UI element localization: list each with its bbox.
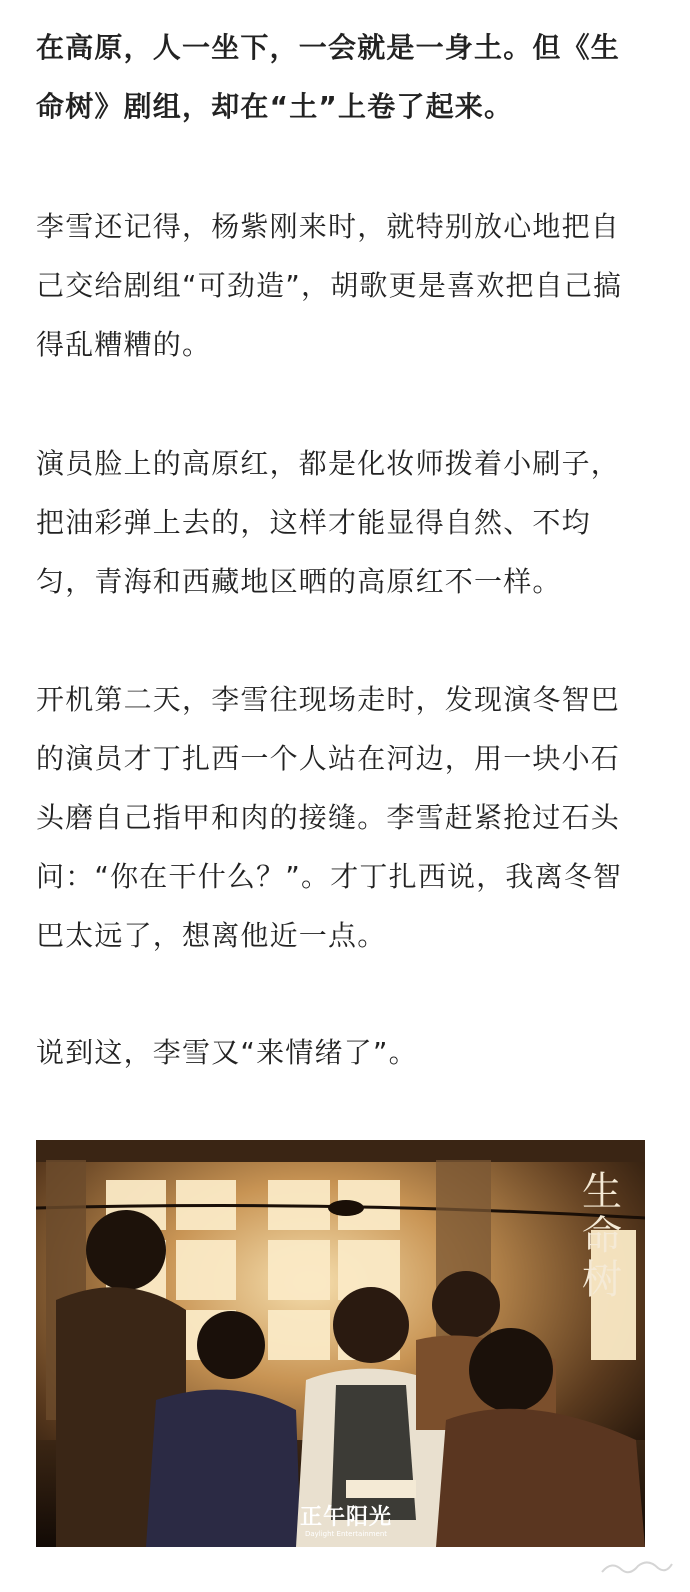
paragraph-4: 开机第二天，李雪往现场走时，发现演冬智巴的演员才丁扎西一个人站在河边，用一块小石头磨自己指甲和肉的接缝。李雪赶紧抢过石头问：“你在干什么？”。才丁扎西说，我离冬智巴太远了，想离他近一点。 [36, 683, 623, 952]
poster-title [579, 1170, 625, 1302]
film-still-illustration [36, 1140, 645, 1547]
paragraph-2: 李雪还记得，杨紫刚来时，就特别放心地把自己交给剧组“可劲造”，胡歌更是喜欢把自己搞得乱糟糟的。 [36, 210, 623, 361]
logo-text: 正午阳光 [299, 1505, 392, 1530]
paragraph-5: 说到这，李雪又“来情绪了”。 [36, 1036, 418, 1069]
film-still-image[interactable] [36, 1140, 645, 1547]
company-logo [291, 1506, 401, 1539]
watermark-icon [598, 1556, 676, 1578]
poster-title-text: 生命树 [582, 1169, 622, 1303]
paragraph-1: 在高原，人一坐下，一会就是一身土。但《生命树》剧组，却在“土”上卷了起来。 [36, 31, 621, 123]
logo-subtext: Daylight Entertainment [304, 1530, 388, 1538]
paragraph-3: 演员脸上的高原红，都是化妆师拨着小刷子，把油彩弹上去的，这样才能显得自然、不均匀，青海和西藏地区晒的高原红不一样。 [36, 447, 621, 598]
